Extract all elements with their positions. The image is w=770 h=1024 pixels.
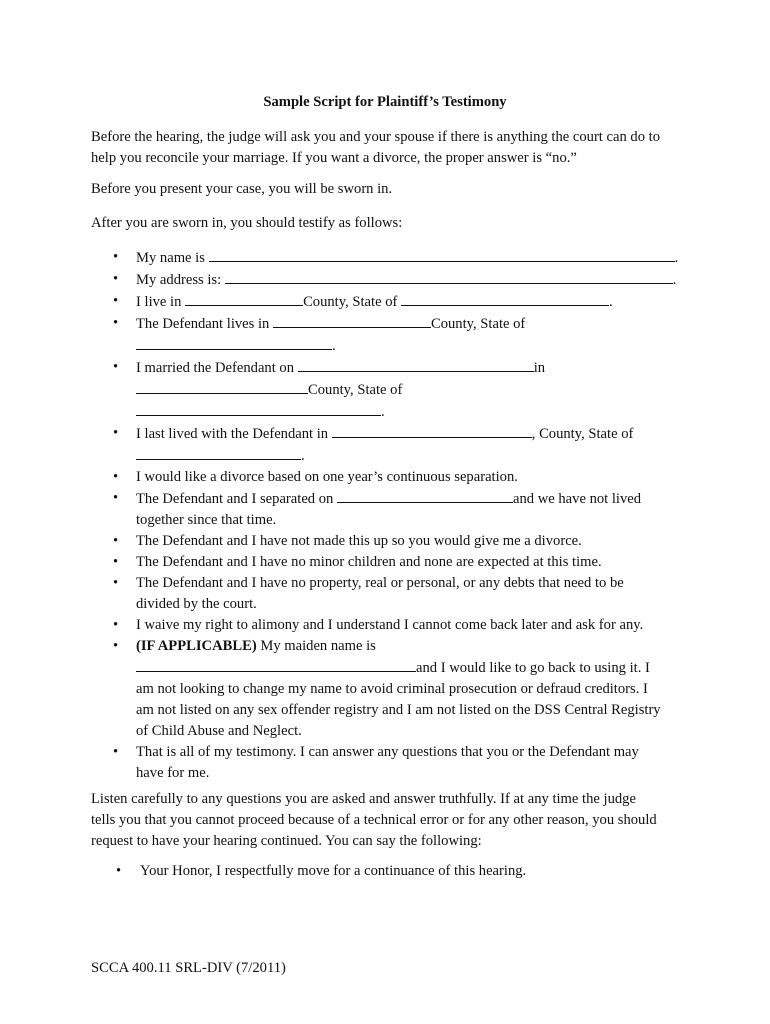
name-blank[interactable] <box>209 247 675 262</box>
bullet-icon: • <box>113 271 119 287</box>
marriage-state-blank[interactable] <box>136 401 381 416</box>
closing-paragraph <box>91 789 691 852</box>
bullet-icon: • <box>116 863 122 879</box>
intro-paragraph <box>91 127 691 169</box>
bullet-icon: • <box>113 469 119 485</box>
list-item: • The Defendant and I have not made this up so you would give me a divorce. <box>91 531 691 552</box>
bullet-icon: • <box>113 554 119 570</box>
last-lived-state-blank[interactable] <box>136 445 301 460</box>
bullet-icon: • <box>113 617 119 633</box>
intro-line-1: Before the hearing, the judge will ask you and your spouse if there is anything the court can do to <box>91 129 661 145</box>
list-item: • The Defendant and I separated on and we have not lived together since that time. <box>113 490 642 528</box>
bullet-icon: • <box>113 575 119 591</box>
defendant-county-blank[interactable] <box>273 313 431 328</box>
form-footer: SCCA 400.11 SRL-DIV (7/2011) <box>91 960 286 976</box>
bullet-icon: • <box>113 638 119 654</box>
bullet-icon: • <box>113 315 119 331</box>
closing-line-1: Listen carefully to any questions you are asked and answer truthfully. If at any time the judge <box>91 791 636 807</box>
address-blank[interactable] <box>225 269 673 284</box>
bullet-icon: • <box>113 490 119 506</box>
separation-date-blank[interactable] <box>337 488 513 503</box>
list-item: • I married the Defendant on in County, State of . <box>113 359 546 420</box>
county-blank[interactable] <box>185 291 303 306</box>
testimony-list <box>91 247 691 784</box>
intro-line-2: help you reconcile your marriage. If you want a divorce, the proper answer is “no.” <box>91 150 577 166</box>
maiden-name-blank[interactable] <box>136 657 416 672</box>
defendant-state-blank[interactable] <box>136 335 332 350</box>
closing-line-3: request to have your hearing continued. You can say the following: <box>91 833 482 849</box>
last-lived-county-blank[interactable] <box>332 423 532 438</box>
list-item: • The Defendant lives in County, State of . <box>113 315 526 354</box>
continuance-request: Your Honor, I respectfully move for a continuance of this hearing. <box>140 863 527 879</box>
testify-paragraph: After you are sworn in, you should testify as follows: <box>91 215 403 231</box>
document-title: Sample Script for Plaintiff’s Testimony <box>263 94 507 110</box>
list-item: • (IF APPLICABLE) My maiden name is and I would like to go back to using it. I am not looking to change my name to avoid criminal prosecution or defraud creditors. I am not listed on any sex offender registry and I am not listed on the DSS Central Registry of Child Abuse and Neglect. <box>113 638 661 739</box>
bullet-icon: • <box>113 744 119 760</box>
list-item: • I last lived with the Defendant in , County, State of . <box>113 425 634 464</box>
list-item: • I waive my right to alimony and I understand I cannot come back later and ask for any. <box>91 615 691 636</box>
list-item: • The Defendant and I have no property, real or personal, or any debts that need to be divided by the court. <box>113 575 624 612</box>
marriage-date-blank[interactable] <box>298 357 534 372</box>
bullet-icon: • <box>113 293 119 309</box>
state-blank[interactable] <box>401 291 609 306</box>
list-item: • That is all of my testimony. I can answer any questions that you or the Defendant may have for me. <box>113 744 639 781</box>
list-item: • My address is: . <box>113 271 677 288</box>
sworn-in-paragraph: Before you present your case, you will be sworn in. <box>91 181 393 197</box>
list-item: • I live in County, State of . <box>113 293 613 310</box>
closing-line-2: tells you that you cannot proceed because of a technical error or for any other reason, you should <box>91 812 657 828</box>
marriage-county-blank[interactable] <box>136 379 308 394</box>
bullet-icon: • <box>113 425 119 441</box>
list-item: • I would like a divorce based on one year’s continuous separation. <box>91 467 691 488</box>
bullet-icon: • <box>113 249 119 265</box>
if-applicable-label: (IF APPLICABLE) <box>136 638 257 654</box>
bullet-icon: • <box>113 533 119 549</box>
list-item: • The Defendant and I have no minor children and none are expected at this time. <box>91 552 691 573</box>
bullet-icon: • <box>113 359 119 375</box>
list-item: • My name is . <box>113 249 679 266</box>
